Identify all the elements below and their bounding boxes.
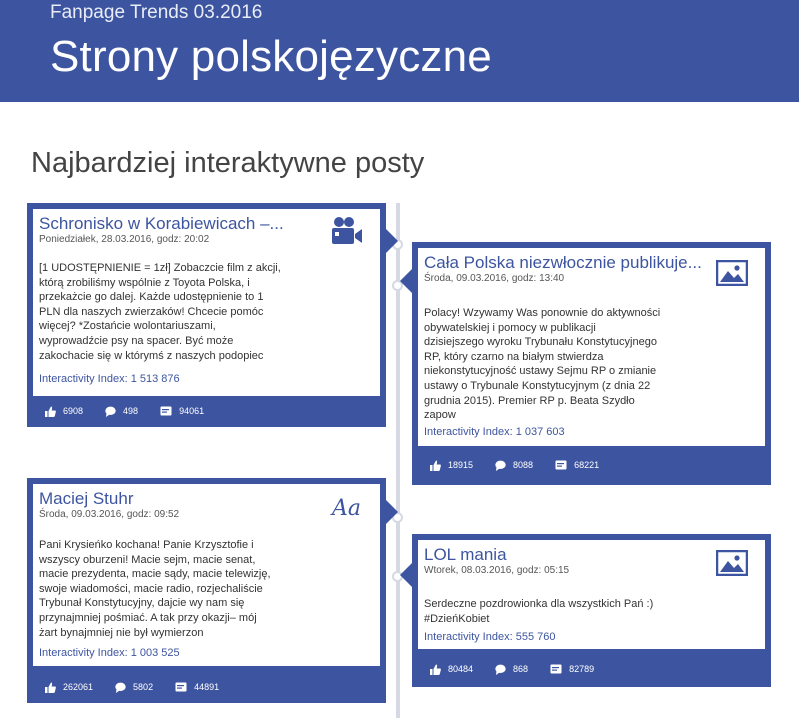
video-camera-icon [331, 216, 363, 251]
post-card-content [418, 248, 765, 446]
share-icon [175, 682, 187, 692]
thumbs-up-icon [430, 664, 441, 675]
comments-count: 868 [513, 664, 529, 674]
post-body-line: [1 UDOSTĘPNIENIE = 1zł] Zobaczcie film z akcji, [39, 262, 281, 274]
interactivity-index: Interactivity Index: 555 760 [424, 631, 556, 643]
shares-count: 68221 [574, 460, 600, 470]
comments-stat [105, 406, 138, 417]
post-title[interactable]: LOL mania [424, 545, 507, 564]
comments-stat [495, 664, 528, 675]
card-pointer [400, 269, 412, 293]
post-body-line: macie prezydenta, macie sądy, macie telewizję, [39, 568, 271, 581]
shares-stat [160, 406, 204, 416]
comment-bubble-icon [495, 460, 506, 471]
post-body-line: więcej? *Zostańcie wolontariuszami, [39, 320, 216, 333]
likes-count: 80484 [448, 664, 474, 674]
share-icon [555, 460, 567, 470]
post-body-line: niekonstytucyjność ustawy Sejmu RP o zmianie [424, 365, 657, 378]
post-card[interactable] [412, 242, 771, 485]
card-pointer [386, 229, 398, 253]
post-body-line: przekażcie go dalej. Każde udostępnienie to 1 [39, 291, 264, 304]
comments-count: 8088 [513, 460, 534, 470]
post-date: Poniedziałek, 28.03.2016, godz: 20:02 [39, 234, 210, 245]
post-title[interactable]: Maciej Stuhr [39, 489, 134, 508]
post-stats [430, 455, 621, 475]
post-body-line: zakochacie się w którymś z naszych podopiec [39, 349, 264, 362]
likes-stat [45, 406, 83, 417]
section-title: Najbardziej interaktywne posty [31, 147, 425, 179]
post-body [424, 306, 660, 423]
comments-stat [115, 682, 153, 693]
shares-count: 94061 [179, 406, 205, 416]
likes-stat [430, 664, 473, 675]
post-body-line: PLN dla naszych zwierzaków! Chcecie pomóc [39, 305, 264, 318]
text-post-icon: Aa [332, 496, 362, 521]
post-body-line: swoje wiadomości, macie radio, rozjechaliście [39, 582, 263, 595]
post-card[interactable] [412, 534, 771, 687]
shares-count: 82789 [569, 664, 595, 674]
post-card[interactable] [27, 478, 386, 703]
post-body-line: obywatelskiej i pomocy w publikacji [424, 321, 596, 334]
post-card-content [33, 484, 380, 666]
share-icon [160, 406, 172, 416]
post-body-line: RP, który czarno na białym stwierdza [424, 350, 604, 363]
likes-count: 262061 [63, 682, 94, 692]
post-stats [45, 677, 241, 697]
post-card-content [33, 209, 380, 396]
shares-stat [175, 682, 219, 692]
likes-count: 6908 [63, 406, 84, 416]
share-icon [550, 664, 562, 674]
comments-count: 498 [123, 406, 139, 416]
interactivity-index: Interactivity Index: 1 003 525 [39, 647, 180, 659]
interactivity-index: Interactivity Index: 1 513 876 [39, 373, 180, 385]
comments-stat [495, 460, 533, 471]
thumbs-up-icon [430, 460, 441, 471]
page-header [0, 0, 799, 102]
likes-count: 18915 [448, 460, 474, 470]
post-body-line: grudnia 2015). Premier RP p. Beata Szydło [424, 394, 635, 407]
page-title: Strony polskojęzyczne [50, 32, 492, 81]
thumbs-up-icon [45, 406, 56, 417]
post-body [424, 597, 653, 626]
likes-stat [430, 460, 473, 471]
post-body-line: Polacy! Wzywamy Was ponownie do aktywności [424, 307, 661, 319]
post-title[interactable]: Cała Polska niezwłocznie publikuje... [424, 253, 702, 272]
post-body-line: zapow [424, 409, 456, 422]
post-body-line: ustawy o Trybunale Konstytucyjnym (z dnia 22 [424, 379, 651, 392]
post-body-line: Trybunał Konstytucyjny, dajcie wy nam się [39, 597, 245, 610]
card-pointer [386, 500, 398, 524]
shares-stat [550, 664, 594, 674]
image-icon [716, 260, 748, 291]
post-stats [45, 401, 226, 421]
post-body [39, 261, 281, 363]
post-stats [430, 659, 616, 679]
post-card-content [418, 540, 765, 649]
post-date: Środa, 09.03.2016, godz: 13:40 [424, 273, 565, 284]
post-body [39, 538, 271, 640]
comment-bubble-icon [115, 682, 126, 693]
comments-count: 5802 [133, 682, 154, 692]
post-body-line: wszyscy oburzeni! Macie sejm, macie senat, [39, 553, 256, 566]
header-kicker: Fanpage Trends 03.2016 [50, 2, 263, 23]
post-body-line: dzisiejszego wyroku Trybunału Konstytucyjnego [424, 336, 657, 349]
likes-stat [45, 682, 93, 693]
post-body-line: przynajmniej pośmiać. A tak przy okazji– mój [39, 611, 257, 624]
post-body-line: wyprowadźcie psy na spacer. Być może [39, 334, 234, 347]
image-icon [716, 550, 748, 581]
post-card[interactable] [27, 203, 386, 427]
post-body-line: którą zrobiliśmy wspólnie z Toyota Polska, i [39, 276, 250, 289]
post-date: Środa, 09.03.2016, godz: 09:52 [39, 509, 180, 520]
post-body-line: Pani Krysieńko kochana! Panie Krzysztofie i [39, 539, 254, 551]
comment-bubble-icon [105, 406, 116, 417]
post-title[interactable]: Schronisko w Korabiewicach –... [39, 214, 284, 233]
post-body-line: Serdeczne pozdrowionka dla wszystkich Pań :) [424, 598, 654, 610]
thumbs-up-icon [45, 682, 56, 693]
comment-bubble-icon [495, 664, 506, 675]
interactivity-index: Interactivity Index: 1 037 603 [424, 426, 565, 438]
post-body-line: #DzieńKobiet [424, 612, 490, 625]
card-pointer [400, 563, 412, 587]
post-body-line: żart bynajmniej nie był wymierzon [39, 626, 204, 639]
shares-stat [555, 460, 599, 470]
shares-count: 44891 [194, 682, 220, 692]
post-date: Wtorek, 08.03.2016, godz: 05:15 [424, 565, 570, 576]
